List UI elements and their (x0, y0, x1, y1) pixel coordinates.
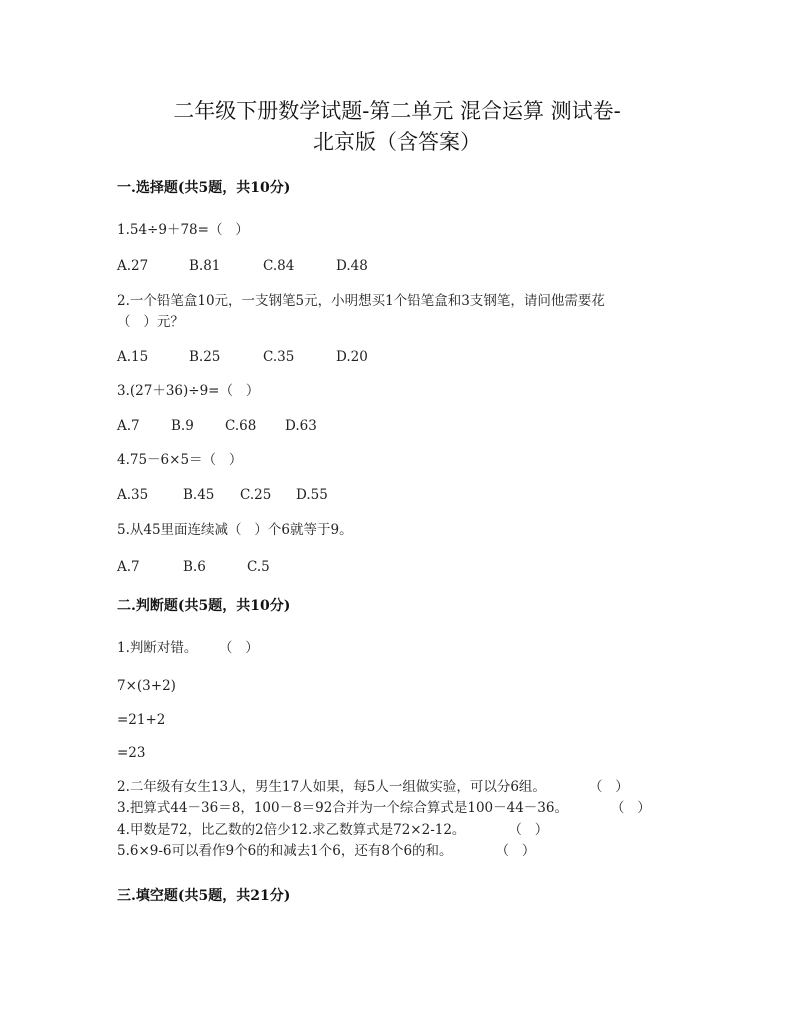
question-1-2-line-2: （ ）元？ (117, 314, 184, 330)
question-2-1-line-3: =21+2 (117, 712, 166, 728)
option-b: B.45 (183, 487, 215, 503)
section-heading-multiple-choice: 一.选择题(共5题，共10分) (117, 180, 291, 196)
question-1-2-line-1: 2.一个铅笔盒10元，一支钢笔5元，小明想买1个铅笔盒和3支钢笔，请问他需要花 (117, 293, 605, 309)
option-b: B.6 (183, 559, 206, 575)
question-2-3: 3.把算式44－36＝8，100－8＝92合并为一个综合算式是100－44－36。 （ ） (117, 800, 651, 816)
option-c: C.84 (263, 258, 295, 274)
option-a: A.15 (117, 349, 149, 365)
option-d: D.55 (296, 487, 328, 503)
option-a: A.27 (117, 258, 149, 274)
question-1-4: 4.75－6×5＝（ ） (117, 452, 243, 468)
section-heading-true-false: 二.判断题(共5题，共10分) (117, 598, 291, 614)
option-c: C.25 (240, 487, 272, 503)
question-1-3: 3.(27＋36)÷9=（ ） (117, 383, 260, 399)
document-title-line-1: 二年级下册数学试题-第二单元 混合运算 测试卷- (173, 99, 621, 123)
option-d: D.63 (285, 418, 317, 434)
section-heading-fill-in: 三.填空题(共5题，共21分) (117, 888, 291, 904)
question-2-1: 1.判断对错。 （ ） (117, 640, 259, 656)
question-2-4: 4.甲数是72，比乙数的2倍少12.求乙数算式是72×2-12。 （ ） (117, 822, 549, 838)
question-2-5: 5.6×9-6可以看作9个6的和减去1个6，还有8个6的和。 （ ） (117, 843, 536, 859)
question-2-1-line-2: 7×(3+2) (117, 678, 176, 694)
question-2-1-line-4: =23 (117, 745, 146, 761)
option-b: B.25 (189, 349, 221, 365)
option-a: A.35 (117, 487, 149, 503)
document-title-line-2: 北京版（含答案） (313, 130, 481, 154)
question-1-5: 5.从45里面连续减（ ）个6就等于9。 (117, 522, 353, 538)
option-c: C.68 (225, 418, 257, 434)
question-1-1: 1.54÷9＋78=（ ） (117, 222, 249, 238)
option-a: A.7 (117, 418, 140, 434)
option-b: B.9 (171, 418, 194, 434)
option-b: B.81 (189, 258, 221, 274)
option-d: D.48 (336, 258, 368, 274)
option-c: C.5 (247, 559, 270, 575)
option-a: A.7 (117, 559, 140, 575)
option-d: D.20 (336, 349, 368, 365)
question-2-2: 2.二年级有女生13人，男生17人如果，每5人一组做实验，可以分6组。 （ ） (117, 779, 629, 795)
option-c: C.35 (263, 349, 295, 365)
